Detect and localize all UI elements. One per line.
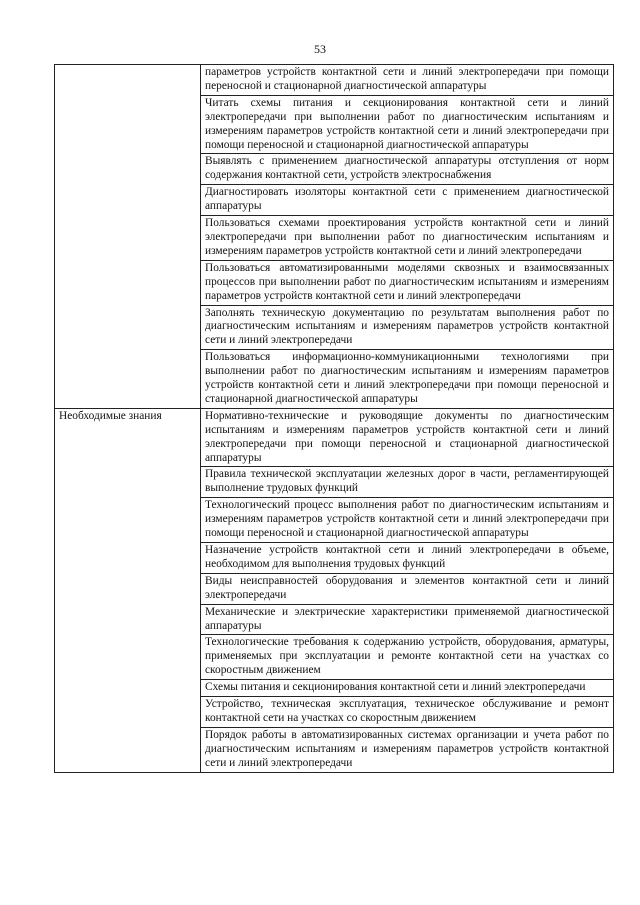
skill-item: Читать схемы питания и секционирования контактной сети и линий электропередачи при выполнении работ по диагностическим испытаниям и измерениям параметров устройств контактной сети и линий электропередачи при помощи переносной и стационарной диагностической аппаратуры bbox=[201, 95, 614, 154]
table-row bbox=[55, 408, 614, 467]
knowledge-item: Технологические требования к содержанию устройств, оборудования, арматуры, применяемых при эксплуатации и ремонте контактной сети на участках со скоростным движением bbox=[201, 635, 614, 680]
knowledge-item: Механические и электрические характеристики применяемой диагностической аппаратуры bbox=[201, 604, 614, 635]
knowledge-label-cell: Необходимые знания bbox=[55, 408, 201, 772]
skill-item: Заполнять техническую документацию по результатам выполнения работ по диагностическим испытаниям и измерениям параметров устройств контактной сети и линий электропередачи bbox=[201, 305, 614, 350]
skills-label-cell bbox=[55, 65, 201, 409]
qualification-table bbox=[54, 64, 614, 773]
page-number: 53 bbox=[314, 42, 326, 56]
skill-item: Выявлять с применением диагностической аппаратуры отступления от норм содержания контактной сети, устройств электроснабжения bbox=[201, 154, 614, 185]
knowledge-item: Правила технической эксплуатации железных дорог в части, регламентирующей выполнение трудовых функций bbox=[201, 467, 614, 498]
skill-item: Пользоваться информационно-коммуникационными технологиями при выполнении работ по диагностическим испытаниям и измерениям параметров устройств контактной сети и линий электропередачи при помощи переносной и стационарной диагностической аппаратуры bbox=[201, 350, 614, 409]
knowledge-item: Нормативно-технические и руководящие документы по диагностическим испытаниям и измерениям параметров устройств контактной сети и линий электропередачи при помощи переносной и стационарной диагностической аппаратуры bbox=[201, 408, 614, 467]
knowledge-item: Схемы питания и секционирования контактной сети и линий электропередачи bbox=[201, 680, 614, 697]
skill-item: Диагностировать изоляторы контактной сети с применением диагностической аппаратуры bbox=[201, 185, 614, 216]
table-row bbox=[55, 65, 614, 96]
skill-item: Пользоваться автоматизированными моделями сквозных и взаимосвязанных процессов при выполнении работ по диагностическим испытаниям и измерениям параметров устройств контактной сети и линий электропередачи bbox=[201, 260, 614, 305]
knowledge-item: Устройство, техническая эксплуатация, техническое обслуживание и ремонт контактной сети на участках со скоростным движением bbox=[201, 697, 614, 728]
skill-item: Пользоваться схемами проектирования устройств контактной сети и линий электропередачи при выполнении работ по диагностическим испытаниям и измерениям параметров устройств контактной сети и линий электропередачи bbox=[201, 216, 614, 261]
skill-item: параметров устройств контактной сети и линий электропередачи при помощи переносной и стационарной диагностической аппаратуры bbox=[201, 65, 614, 96]
knowledge-item: Назначение устройств контактной сети и линий электропередачи в объеме, необходимом для выполнения трудовых функций bbox=[201, 543, 614, 574]
knowledge-item: Технологический процесс выполнения работ по диагностическим испытаниям и измерениям параметров устройств контактной сети и линий электропередачи при помощи переносной и стационарной диагностической аппаратуры bbox=[201, 498, 614, 543]
knowledge-item: Порядок работы в автоматизированных системах организации и учета работ по диагностическим испытаниям и измерениям параметров устройств контактной сети и линий электропередачи bbox=[201, 727, 614, 772]
knowledge-item: Виды неисправностей оборудования и элементов контактной сети и линий электропередачи bbox=[201, 573, 614, 604]
